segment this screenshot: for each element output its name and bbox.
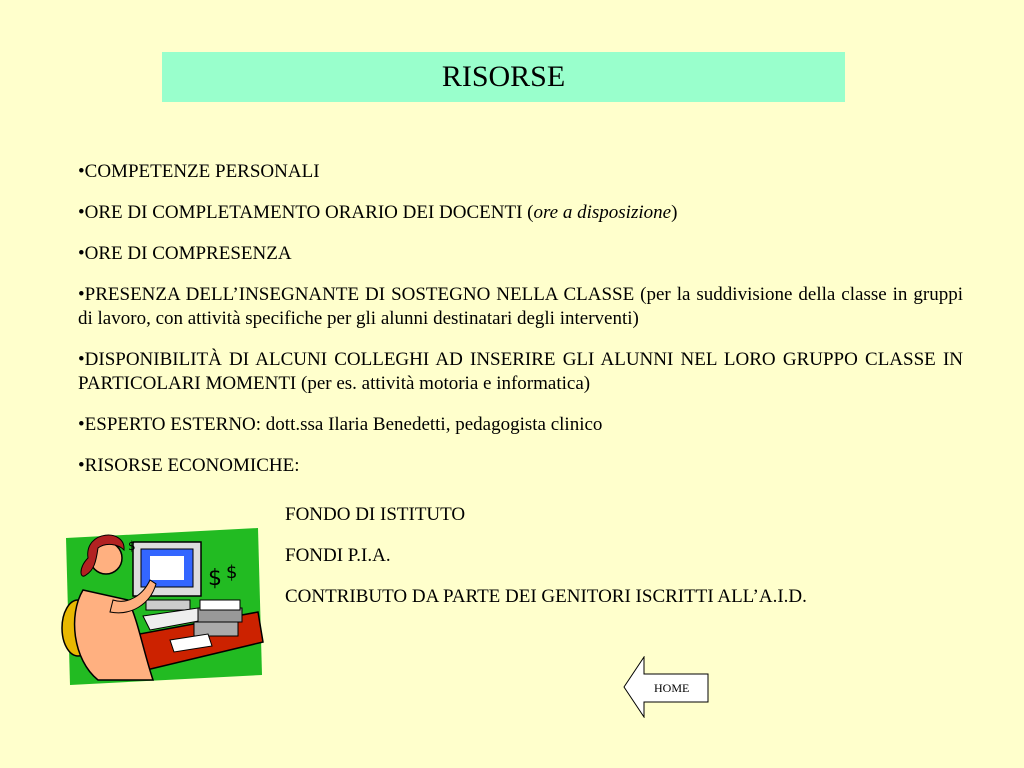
list-item: •ORE DI COMPLETAMENTO ORARIO DEI DOCENTI (ore a disposizione)	[78, 202, 678, 223]
economic-resources-list	[285, 503, 807, 626]
list-item: •ORE DI COMPRESENZA	[78, 243, 292, 264]
home-button-label: HOME	[654, 681, 690, 695]
woman-at-computer-clipart	[58, 520, 268, 690]
economic-item: FONDI P.I.A.	[285, 545, 391, 566]
svg-text:$: $	[226, 562, 238, 583]
svg-text:$: $	[128, 539, 136, 553]
list-item: •COMPETENZE PERSONALI	[78, 161, 320, 182]
list-item: •DISPONIBILITÀ DI ALCUNI COLLEGHI AD INSERIRE GLI ALUNNI NEL LORO GRUPPO CLASSE IN PARTICOLARI MOMENTI (per es. attività motoria e informatica)	[78, 349, 963, 394]
svg-text:$: $	[208, 566, 222, 591]
list-item: •PRESENZA DELL’INSEGNANTE DI SOSTEGNO NELLA CLASSE (per la suddivisione della classe in gruppi di lavoro, con attività specifiche per gli alunni destinatari degli interventi)	[78, 284, 963, 329]
economic-item: FONDO DI ISTITUTO	[285, 504, 466, 525]
home-button[interactable]	[622, 656, 710, 718]
slide-title: RISORSE	[441, 60, 566, 93]
list-item: •RISORSE ECONOMICHE:	[78, 455, 300, 476]
slide-title-box	[162, 52, 845, 102]
resource-list	[78, 160, 963, 495]
list-item: •ESPERTO ESTERNO: dott.ssa Ilaria Benedetti, pedagogista clinico	[78, 414, 603, 435]
economic-item: CONTRIBUTO DA PARTE DEI GENITORI ISCRITTI ALL’A.I.D.	[285, 586, 807, 607]
